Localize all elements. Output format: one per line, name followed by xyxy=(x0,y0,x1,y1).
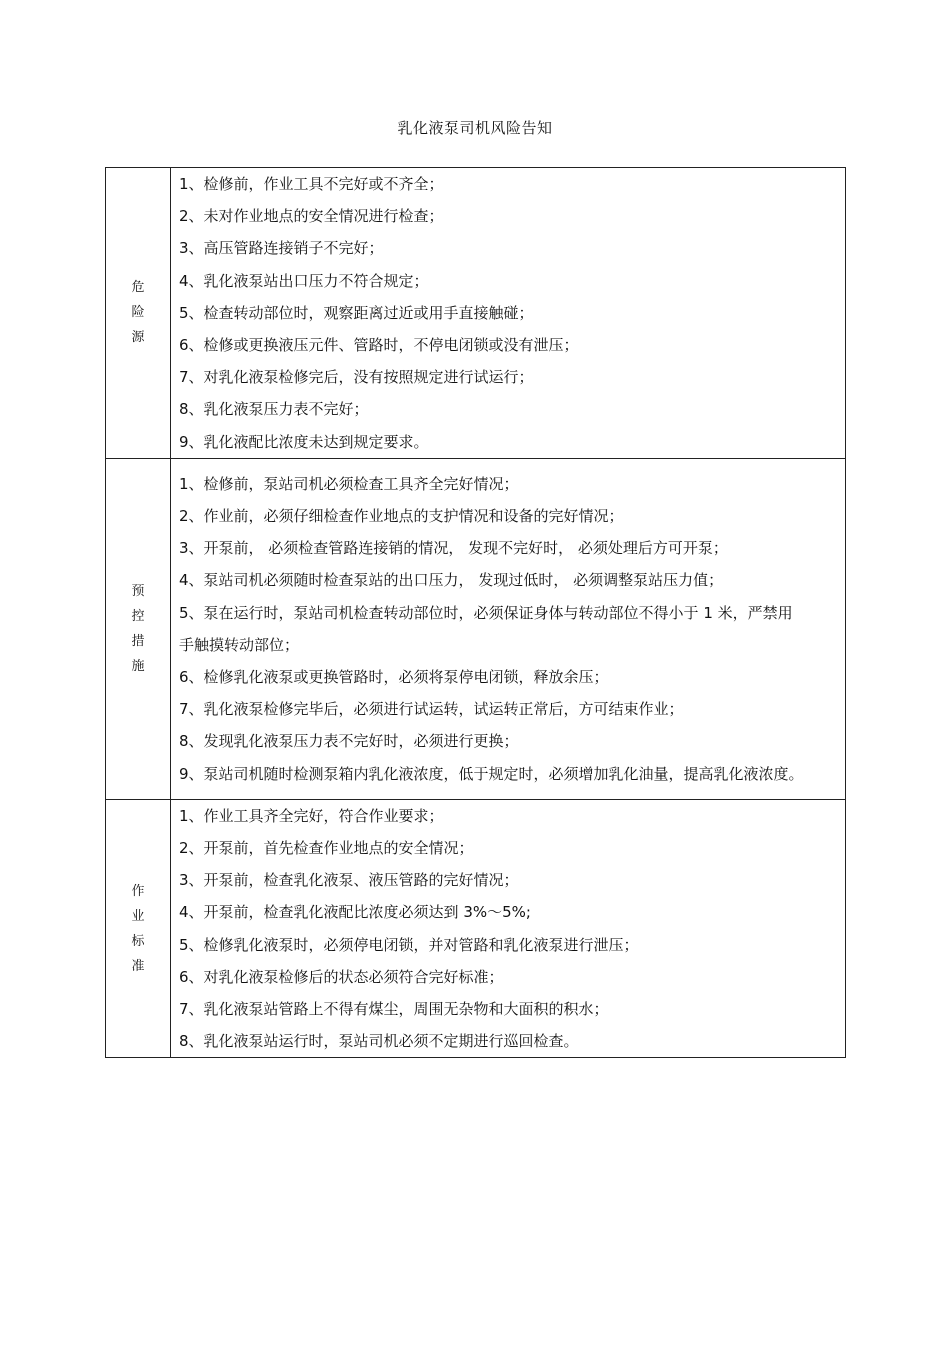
hazard-item: 9、乳化液配比浓度未达到规定要求。 xyxy=(179,432,429,451)
standard-item: 7、乳化液泵站管路上不得有煤尘，周围无杂物和大面积的积水； xyxy=(179,1000,609,1019)
hazard-label: 危险源 xyxy=(131,280,145,346)
standard-item: 2、开泵前，首先检查作业地点的安全情况； xyxy=(179,839,474,858)
prevent-item: 1、检修前，泵站司机必须检查工具齐全完好情况； xyxy=(179,474,519,493)
standard-row xyxy=(106,799,846,1058)
prevent-items xyxy=(171,458,846,799)
document-title: 乳化液泵司机风险告知 xyxy=(397,119,553,137)
standard-items xyxy=(171,799,846,1058)
hazard-item: 4、乳化液泵站出口压力不符合规定； xyxy=(179,271,429,290)
hazard-item: 3、高压管路连接销子不完好； xyxy=(179,239,384,258)
hazard-item: 7、对乳化液泵检修完后，没有按照规定进行试运行； xyxy=(179,368,534,387)
hazard-item: 8、乳化液泵压力表不完好； xyxy=(179,400,369,419)
prevent-label-cell xyxy=(106,458,171,799)
hazard-item: 5、检查转动部位时，观察距离过近或用手直接触碰； xyxy=(179,303,534,322)
prevent-item: 5、泵在运行时，泵站司机检查转动部位时，必须保证身体与转动部位不得小于 1 米，严禁用手触摸转动部位； xyxy=(179,603,793,654)
prevent-item: 9、泵站司机随时检测泵箱内乳化液浓度，低于规定时，必须增加乳化油量，提高乳化液浓度。 xyxy=(179,764,804,783)
standard-label-cell xyxy=(106,799,171,1058)
prevent-item: 7、乳化液泵检修完毕后，必须进行试运转，试运转正常后，方可结束作业； xyxy=(179,700,684,719)
prevent-item: 3、开泵前， 必须检查管路连接销的情况， 发现不完好时， 必须处理后方可开泵； xyxy=(179,539,728,558)
hazard-item: 1、检修前，作业工具不完好或不齐全； xyxy=(179,175,444,193)
hazard-items xyxy=(171,168,846,459)
prevent-label: 预控措施 xyxy=(131,583,145,674)
prevent-item: 4、泵站司机必须随时检查泵站的出口压力， 发现过低时， 必须调整泵站压力值； xyxy=(179,571,724,590)
hazard-row xyxy=(106,168,846,459)
standard-item: 3、开泵前，检查乳化液泵、液压管路的完好情况； xyxy=(179,871,519,890)
prevent-item: 2、作业前，必须仔细检查作业地点的支护情况和设备的完好情况； xyxy=(179,507,624,526)
standard-item: 5、检修乳化液泵时，必须停电闭锁，并对管路和乳化液泵进行泄压； xyxy=(179,935,639,954)
risk-notice-table xyxy=(105,167,846,1058)
prevent-item: 6、检修乳化液泵或更换管路时，必须将泵停电闭锁，释放余压； xyxy=(179,668,609,687)
standard-item: 6、对乳化液泵检修后的状态必须符合完好标准； xyxy=(179,967,504,986)
standard-item: 8、乳化液泵站运行时，泵站司机必须不定期进行巡回检查。 xyxy=(179,1032,579,1051)
standard-item: 4、开泵前，检查乳化液配比浓度必须达到 3%～5%; xyxy=(179,903,531,922)
prevent-row xyxy=(106,458,846,799)
standard-item: 1、作业工具齐全完好，符合作业要求； xyxy=(179,806,444,825)
prevent-item: 8、发现乳化液泵压力表不完好时，必须进行更换； xyxy=(179,732,519,751)
standard-label: 作业标准 xyxy=(131,883,145,974)
hazard-item: 6、检修或更换液压元件、管路时，不停电闭锁或没有泄压； xyxy=(179,336,579,355)
hazard-label-cell xyxy=(106,168,171,459)
hazard-item: 2、未对作业地点的安全情况进行检查； xyxy=(179,207,444,226)
